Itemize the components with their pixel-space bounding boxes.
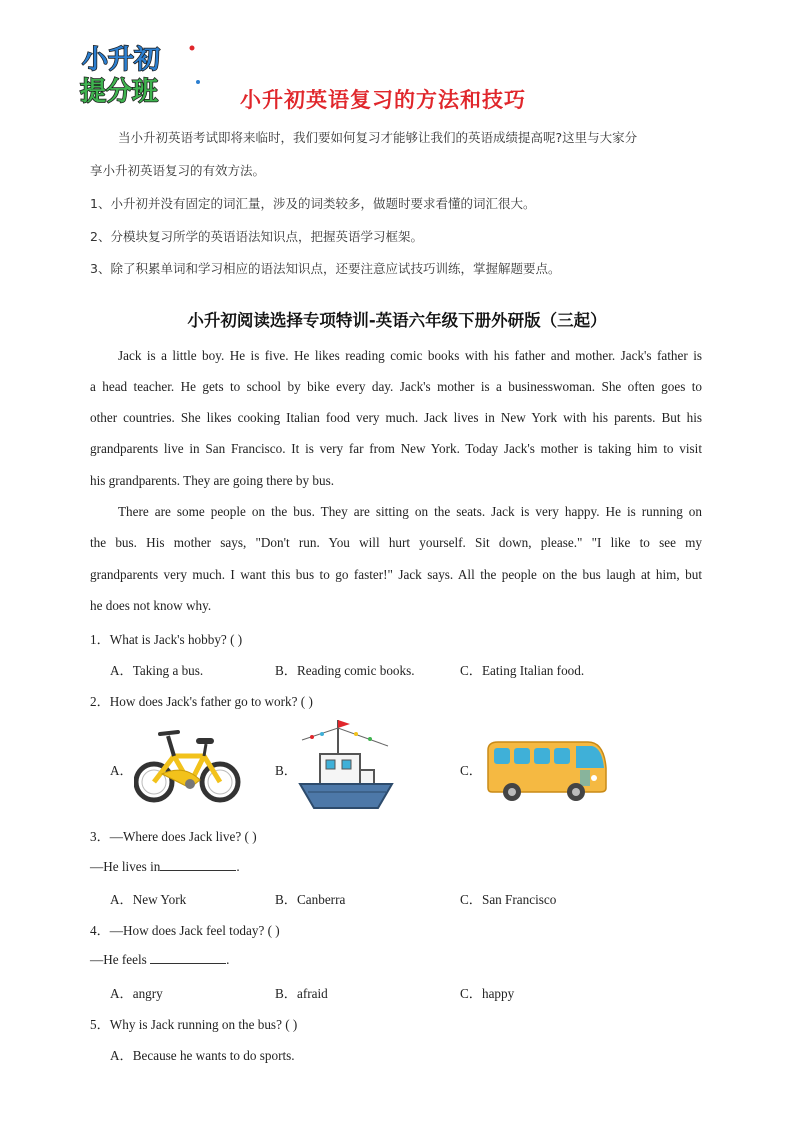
section-title: 小升初阅读选择专项特训-英语六年级下册外研版（三起） <box>187 311 607 330</box>
tip-1: 1、小升初并没有固定的词汇量，涉及的词类较多，做题时要求看懂的词汇很大。 <box>90 196 536 211</box>
question-3-stem: 3．—Where does Jack live? ( ) <box>90 829 257 844</box>
question-2-stem: 2．How does Jack's father go to work? ( ) <box>90 694 313 709</box>
logo <box>74 38 204 106</box>
passage-p1-line-5: his grandparents. They are going there by bus. <box>90 473 335 488</box>
logo-line2: 提分班 <box>80 77 159 106</box>
question-5-option-a[interactable]: A．Because he wants to do sports. <box>110 1048 295 1063</box>
question-2-option-c[interactable]: C． <box>460 763 482 778</box>
question-3-option-b[interactable]: B．Canberra <box>275 892 346 907</box>
question-1-option-c[interactable]: C．Eating Italian food. <box>460 663 585 678</box>
question-1-option-b[interactable]: B．Reading comic books. <box>275 663 415 678</box>
passage-p2-line-1: There are some people on the bus. They are sitting on the seats. Jack is very happy. He is running on <box>118 504 702 519</box>
passage-p2-line-2: the bus. His mother says, "Don't run. You will hurt yourself. Sit down, please." "I like to see my <box>90 535 702 550</box>
page-title: 小升初英语复习的方法和技巧 <box>240 88 526 112</box>
question-3-answer-suffix: . <box>236 859 240 874</box>
question-1-stem: 1．What is Jack's hobby? ( ) <box>90 632 243 647</box>
question-4-option-b[interactable]: B．afraid <box>275 986 328 1001</box>
question-3-answer-line <box>90 858 240 875</box>
question-4-answer-suffix: . <box>226 952 230 967</box>
question-3-answer-prefix: —He lives in <box>90 859 161 874</box>
answer-blank[interactable] <box>150 951 226 964</box>
question-3-option-a[interactable]: A．New York <box>110 892 187 907</box>
question-4-stem: 4．—How does Jack feel today? ( ) <box>90 923 280 938</box>
passage-p1-line-3: other countries. She likes cooking Italian food very much. Jack lives in New York with his parents. But his <box>90 410 702 425</box>
question-5-stem: 5．Why is Jack running on the bus? ( ) <box>90 1017 298 1032</box>
question-2-option-a[interactable]: A． <box>110 763 133 778</box>
question-1-option-a[interactable]: A．Taking a bus. <box>110 663 204 678</box>
question-3-option-c[interactable]: C．San Francisco <box>460 892 557 907</box>
passage-p1-line-1: Jack is a little boy. He is five. He likes reading comic books with his father and mother. Jack's father is <box>118 348 702 363</box>
bicycle-icon[interactable] <box>134 726 242 808</box>
logo-line1: 小升初 <box>82 45 161 75</box>
tip-2: 2、分模块复习所学的英语语法知识点，把握英语学习框架。 <box>90 229 423 244</box>
bus-icon[interactable] <box>484 738 610 804</box>
boat-icon[interactable] <box>298 716 394 814</box>
passage-p2-line-4: he does not know why. <box>90 598 212 613</box>
passage-p1-line-4: grandparents live in San Francisco. It is very far from New York. Today Jack's mother is taking him to visit <box>90 441 702 456</box>
passage-p2-line-3: grandparents very much. I want this bus to go faster!" Jack says. All the people on the bus laugh at him, but <box>90 567 702 582</box>
tip-3: 3、除了积累单词和学习相应的语法知识点，还要注意应试技巧训练，掌握解题要点。 <box>90 261 561 276</box>
question-4-answer-line <box>90 951 229 968</box>
question-4-option-c[interactable]: C．happy <box>460 986 515 1001</box>
passage-p1-line-2: a head teacher. He gets to school by bike every day. Jack's mother is a businesswoman. She often goes to <box>90 379 702 394</box>
question-4-answer-prefix: —He feels <box>90 952 151 967</box>
question-4-option-a[interactable]: A．angry <box>110 986 163 1001</box>
answer-blank[interactable] <box>160 858 236 871</box>
intro-line-2: 享小升初英语复习的有效方法。 <box>90 163 266 178</box>
intro-line-1: 当小升初英语考试即将来临时，我们要如何复习才能够让我们的英语成绩提高呢?这里与大家分 <box>118 130 638 145</box>
question-2-option-b[interactable]: B． <box>275 763 297 778</box>
